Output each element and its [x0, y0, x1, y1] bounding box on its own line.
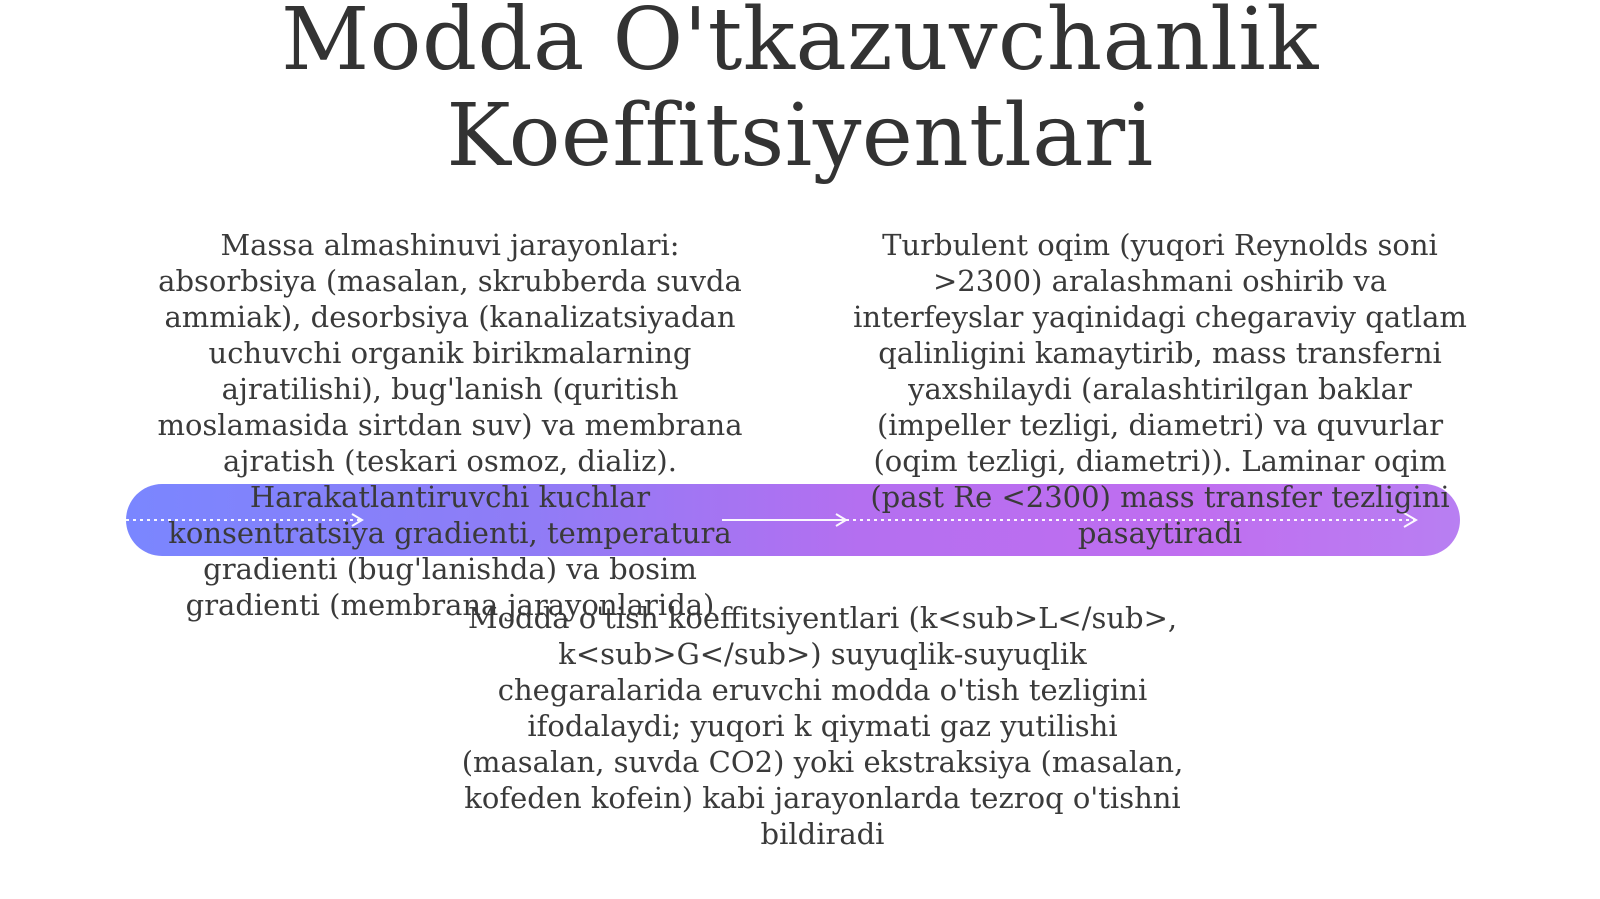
bottom-text-block: Modda o'tish koeffitsiyentlari (k<sub>L</sub>, k<sub>G</sub>) suyuqlik-suyuqlik chegaralarida eruvchi modda o'tish tezligini ifodalaydi; yuqori k qiymati gaz yutilishi (masalan, suvda CO2) yoki ekstraksiya (masalan, kofeden kofein) kabi jarayonlarda tezroq o'tishni bildiradi: [461, 601, 1184, 851]
right-text-block: Turbulent oqim (yuqori Reynolds soni >2300) aralashmani oshirib va interfeyslar yaqinidagi chegaraviy qatlam qalinligini kamaytirib, mass transferni yaxshilaydi (aralashtirilgan baklar (impeller tezligi, diametri) va quvurlar (oqim tezligi, diametri)). Laminar oqim (past Re <2300) mass transfer tezligini pasaytiradi: [853, 228, 1467, 550]
slide-title: Modda O'tkazuvchanlik Koeffitsiyentlari: [281, 0, 1319, 186]
left-text-block: Massa almashinuvi jarayonlari: absorbsiya (masalan, skrubberda suvda ammiak), desorbsiya (kanalizatsiyadan uchuvchi organik birikmalarning ajratilishi), bug'lanish (quritish moslamasida sirtdan suv) va membrana ajratish (teskari osmoz, dializ). Harakatlantiruvchi kuchlar konsentratsiya gradienti, temperatura gradienti (bug'lanishda) va bosim gradienti (membrana jarayonlarida): [157, 228, 743, 622]
